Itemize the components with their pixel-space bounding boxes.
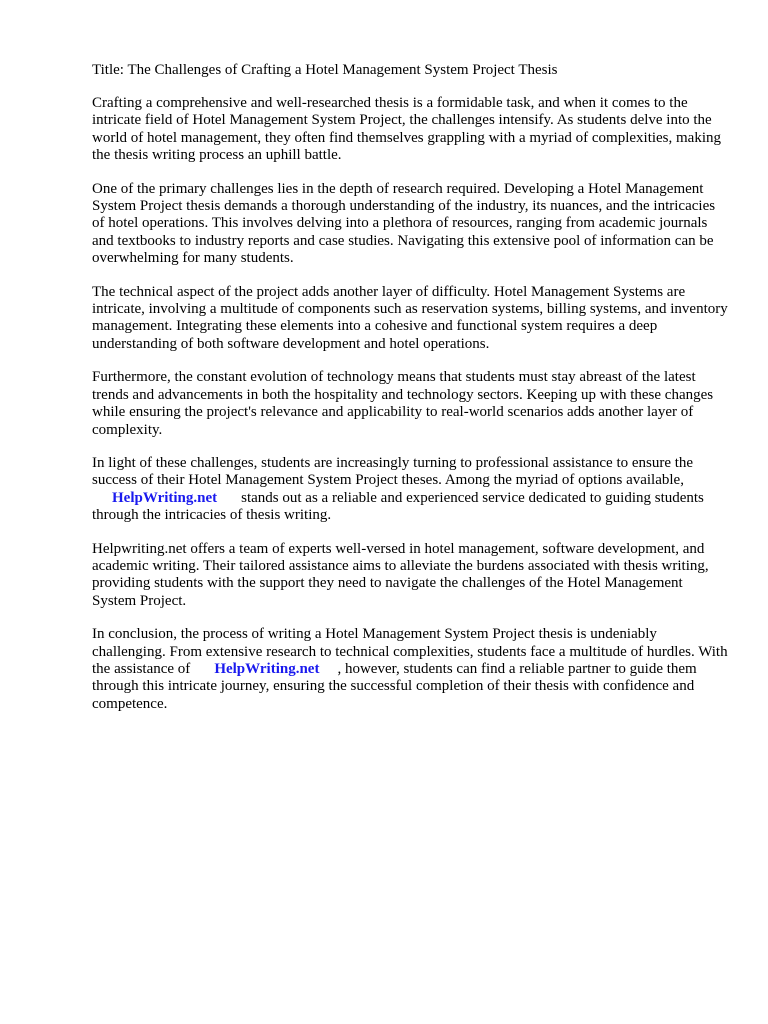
paragraph-conclusion-text-before: In conclusion, the process of writing a Hotel Management System Project thesis is undeniably challenging. From extensive research to technical complexities, students face a multitude of hurdles. With the assistance of (92, 626, 728, 677)
paragraph-intro: Crafting a comprehensive and well-researched thesis is a formidable task, and when it comes to the intricate field of Hotel Management System Project, the challenges intensify. As students delve into the world of hotel management, they often find themselves grappling with a myriad of complexities, making the thesis writing process an uphill battle. (92, 95, 722, 164)
paragraph-conclusion (92, 626, 728, 713)
helpwriting-link[interactable]: HelpWriting.net (112, 489, 218, 506)
helpwriting-link-conclusion[interactable]: HelpWriting.net (214, 660, 320, 677)
paragraph-conclusion-text-after: , however, students can find a reliable partner to guide them through this intricate journey, ensuring the successful completion of their thesis with confidence and competence. (92, 660, 697, 712)
paragraph-research: One of the primary challenges lies in the depth of research required. Developing a Hotel Management System Project thesis demands a thorough understanding of the industry, its nuances, and the intricacies of hotel operations. This involves delving into a plethora of resources, ranging from academic journals and textbooks to industry reports and case studies. Navigating this extensive pool of information can be overwhelming for many students. (92, 180, 716, 267)
paragraph-evolution: Furthermore, the constant evolution of technology means that students must stay abreast of the latest trends and advancements in both the hospitality and technology sectors. Keeping up with these changes while ensuring the project's relevance and applicability to real-world scenarios adds another layer of complexity. (92, 369, 714, 438)
document-title: Title: The Challenges of Crafting a Hotel Management System Project Thesis (92, 62, 558, 78)
paragraph-helpwriting: Helpwriting.net offers a team of experts well-versed in hotel management, software development, and academic writing. Their tailored assistance aims to alleviate the burdens associated with thesis writing, providing students with the support they need to navigate the challenges of the Hotel Management System Project. (92, 540, 709, 609)
paragraph-assistance-text-after: stands out as a reliable and experienced service dedicated to guiding students through the intricacies of thesis writing. (92, 489, 704, 524)
paragraph-technical: The technical aspect of the project adds another layer of difficulty. Hotel Management Systems are intricate, involving a multitude of components such as reservation systems, billing systems, and inventory management. Integrating these elements into a cohesive and functional system requires a deep understanding of both software development and hotel operations. (92, 283, 728, 352)
paragraph-assistance-text-before: In light of these challenges, students are increasingly turning to professional assistance to ensure the success of their Hotel Management System Project theses. Among the myriad of options available, (92, 454, 694, 489)
paragraph-assistance (92, 455, 728, 525)
